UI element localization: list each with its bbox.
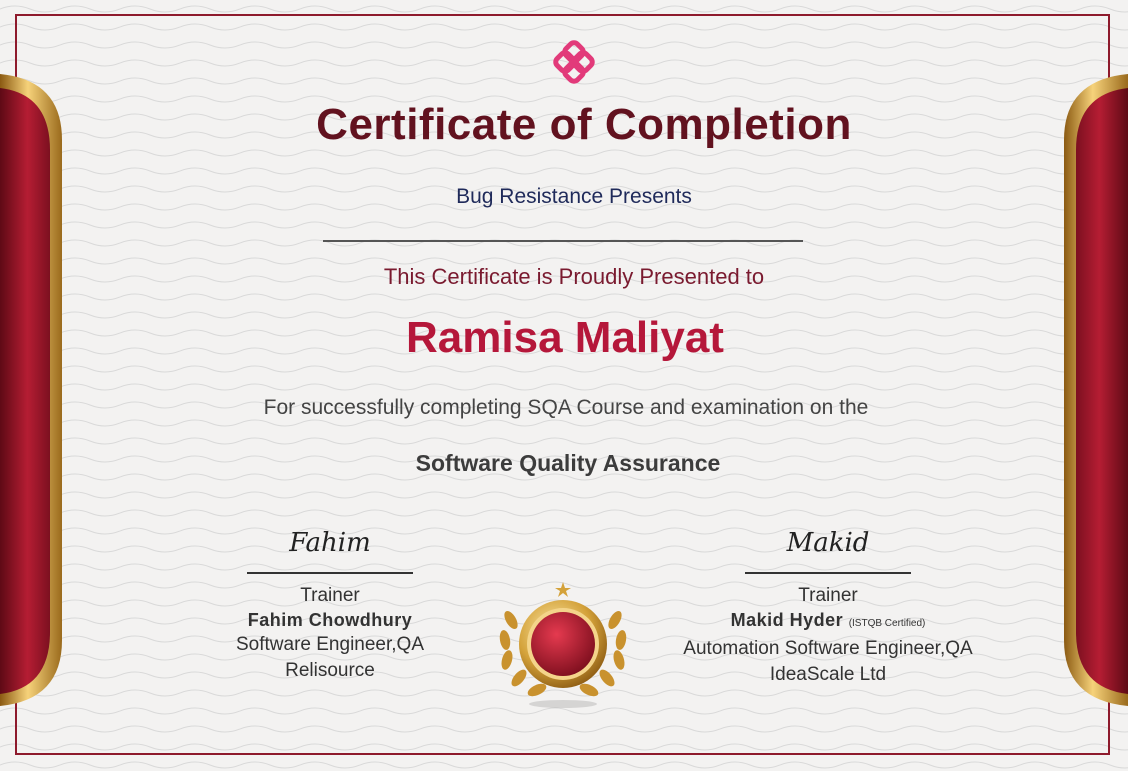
recipient-name: Ramisa Maliyat [406,313,724,362]
signatory-name-left-text: Fahim Chowdhury [247,610,413,630]
title-divider [323,240,803,242]
gold-medal-seal-icon [493,580,633,710]
signature-line-left [247,572,413,574]
completion-description: For successfully completing SQA Course and examination on the [263,396,869,419]
presenter-line: Bug Resistance Presents [456,185,692,208]
course-name: Software Quality Assurance [415,450,721,476]
signatory-position-right: Automation Software Engineer,QA [683,638,973,659]
signatory-name-right-text: Makid Hyder [730,610,844,630]
signatory-left [200,528,460,684]
signatory-name-right [658,608,998,636]
signatory-company-left: Relisource [285,660,375,681]
signatory-role-right: Trainer [798,585,858,606]
brand-logo-icon [552,40,600,86]
signatory-role-left: Trainer [300,585,360,606]
signatory-name-left [200,608,460,632]
certificate-title: Certificate of Completion [316,100,852,149]
signatory-position-left: Software Engineer,QA [236,634,424,655]
presented-to-line: This Certificate is Proudly Presented to [383,264,765,289]
signatory-credential-right: (ISTQB Certified) [848,618,926,629]
signatory-right [658,528,998,688]
signatory-company-right: IdeaScale Ltd [769,664,887,685]
signature-line-right [745,572,911,574]
signature-right: Makid [786,528,870,558]
signature-left: Fahim [289,528,371,558]
